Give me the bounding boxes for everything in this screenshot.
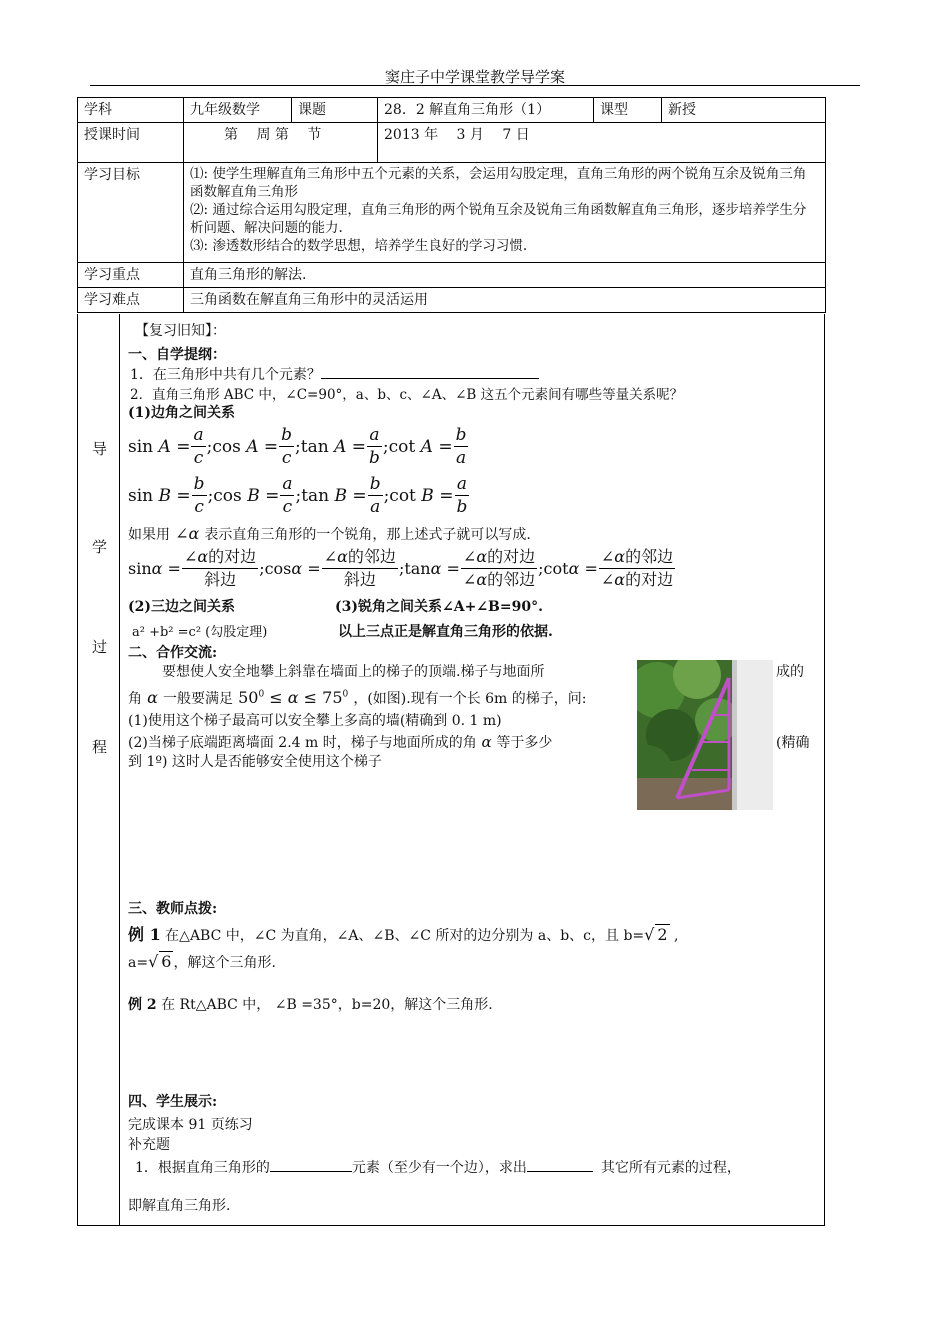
answer-blank	[321, 378, 539, 379]
section2-title: 二、合作交流:	[128, 645, 218, 661]
section4-line-2: 补充题	[128, 1137, 170, 1153]
goal-item: ⑴: 使学生理解直角三角形中五个元素的关系，会运用勾股定理，直角三角形的两个锐角互余及锐角三角函数解直角三角形	[190, 166, 807, 200]
ladder-illustration	[637, 660, 773, 810]
example-1: 例 1 在△ABC 中，∠C 为直角，∠A、∠B、∠C 所对的边分别为 a、b、c，且 b=√ 2 ,	[128, 925, 679, 944]
side-label-char: 过	[92, 638, 108, 656]
section3-title: 三、教师点拨:	[128, 901, 218, 917]
time-week: 第 周 第 节	[184, 123, 378, 163]
type-value: 新授	[662, 98, 826, 123]
focus-label: 学习重点	[78, 263, 184, 288]
topic-label: 课题	[292, 98, 378, 123]
goal-item: ⑶: 渗透数形结合的数学思想，培养学生良好的学习习惯.	[190, 238, 528, 254]
pythagoras-text: a² +b² =c² (勾股定理)	[132, 625, 268, 640]
sqrt-b-value: 2	[657, 925, 668, 944]
goal-list	[184, 163, 826, 263]
answer-blank	[527, 1171, 593, 1172]
time-date: 2013 年 3 月 7 日	[378, 123, 826, 163]
time-label: 授课时间	[78, 123, 184, 163]
section4-line-4: 即解直角三角形.	[128, 1198, 231, 1214]
section1-title: 一、自学提纲：	[128, 347, 226, 363]
header-rule	[90, 85, 860, 86]
section2-paragraph-1: 要想使人安全地攀上斜靠在墙面上的梯子的顶端.梯子与地面所	[162, 664, 545, 680]
difficulty-value: 三角函数在解直角三角形中的灵活运用	[184, 288, 826, 313]
question-1	[130, 364, 539, 384]
example-1-label: 例 1	[128, 925, 161, 944]
basis-text: 以上三点正是解直角三角形的依据.	[338, 624, 553, 640]
section4-line-1: 完成课本 91 页练习	[128, 1117, 253, 1133]
subject-value: 九年级数学	[184, 98, 292, 123]
relation-1-title: (1)边角之间关系	[128, 405, 235, 421]
example-2-label: 例 2	[128, 997, 157, 1013]
relation-3-title: (3)锐角之间关系∠A+∠B=90°.	[335, 599, 543, 615]
focus-value: 直角三角形的解法.	[184, 263, 826, 288]
relation-2-title: (2)三边之间关系	[128, 599, 235, 615]
ladder-photo	[637, 660, 773, 810]
topic-value: 28．2 解直角三角形（1）	[378, 98, 594, 123]
section2-question-2-line2: 到 1º) 这时人是否能够安全使用这个梯子	[128, 754, 382, 770]
example-2: 例 2 在 Rt△ABC 中， ∠B =35°，b=20，解这个三角形.	[128, 997, 493, 1013]
review-heading: 【复习旧知】：	[135, 323, 226, 339]
question-2: 2．直角三角形 ABC 中，∠C=90°，a、b、c、∠A、∠B 这五个元素间有哪些等量关系呢？	[130, 387, 684, 403]
formula-angle-b: sin B = $\frac{b}{c}$ ;cos B = $\frac{a}{c}$ ;tan B = $\frac{b}{a}$ ;cot B = $\frac{a}{b}$	[128, 474, 468, 517]
example-1-line2: a=√ 6 ，解这个三角形.	[128, 952, 276, 971]
section2-question-2-end: (精确	[776, 735, 810, 751]
alpha-note: 如果用 ∠α 表示直角三角形的一个锐角，那上述式子就可以写成.	[128, 524, 531, 543]
goal-label: 学习目标	[78, 163, 184, 263]
section2-question-2: (2)当梯子底端距离墙面 2.4 m 时，梯子与地面所成的角 α 等于多少	[128, 733, 553, 751]
side-label-char: 程	[92, 738, 108, 756]
section2-paragraph-2: 角 α 一般要满足 $50^0 \le \alpha \le 75^0$ ，(如图).现有一个长 6m 的梯子，问:	[128, 688, 587, 707]
lesson-info-table	[77, 97, 826, 313]
section2-paragraph-1-end: 成的	[776, 664, 804, 680]
difficulty-label: 学习难点	[78, 288, 184, 313]
subject-label: 学科	[78, 98, 184, 123]
side-label-char: 学	[92, 538, 108, 556]
question-1-text: 1．在三角形中共有几个元素？	[130, 367, 321, 383]
side-label-char: 导	[92, 440, 108, 458]
section4-title: 四、学生展示:	[128, 1094, 218, 1110]
goal-item: ⑵: 通过综合运用勾股定理，直角三角形的两个锐角互余及锐角三角函数解直角三角形，逐步培养学生分析问题、解决问题的能力.	[190, 202, 807, 236]
formula-angle-a: sin A = $\frac{a}{c}$ ;cos A = $\frac{b}{c}$ ;tan A = $\frac{a}{b}$ ;cot A = $\frac{b}{a}$	[128, 425, 467, 468]
answer-blank	[270, 1171, 352, 1172]
section2-question-1: (1)使用这个梯子最高可以安全攀上多高的墙(精确到 0. 1 m)	[128, 713, 502, 729]
page-header: 窦庄子中学课堂教学导学案	[384, 68, 565, 86]
type-label: 课型	[594, 98, 662, 123]
sqrt-a-value: 6	[161, 952, 172, 971]
supplementary-question-1: 1．根据直角三角形的 元素（至少有一个边），求出 其它所有元素的过程，	[135, 1160, 741, 1176]
formula-alpha: sinα = $\frac{\text{∠α的对边}}{\text{斜边}}$ ;cosα = $\frac{\text{∠α的邻边}}{\text{斜边}}$ ;tanα = $\frac{\text{∠α的对边}}{\text{∠α的邻边}}$ ;cotα = $\frac{\text{∠α的邻边}}{\text{∠α的对边}}$	[128, 547, 674, 589]
